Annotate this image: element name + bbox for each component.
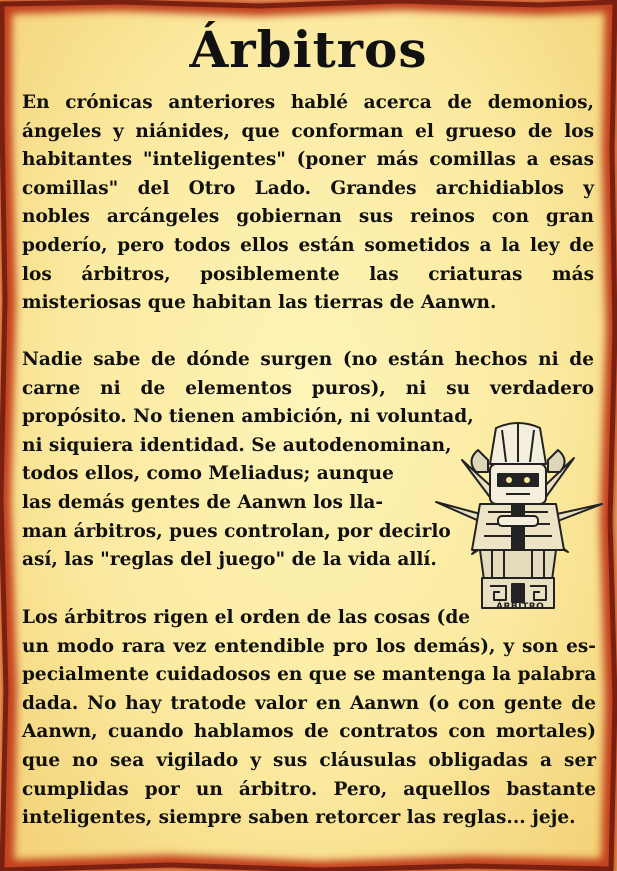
paragraph-1	[22, 89, 594, 318]
text-line: Los árbitros rigen el orden de las cosas (de	[22, 607, 471, 628]
text-line: Nadie sabe de dónde surgen (no están hechos ni de	[22, 349, 594, 370]
text-line: man árbitros, pues controlan, por decirlo	[22, 520, 451, 542]
text-line: poderío, pero todos ellos están sometidos a la ley de	[22, 234, 594, 256]
arbitro-illustration	[432, 420, 604, 616]
paragraph-3	[22, 604, 596, 833]
text-line: propósito. No tienen ambición, ni voluntad,	[22, 406, 474, 428]
text-line: ni siquiera identidad. Se autodenominan,	[22, 434, 452, 456]
text-line: todos ellos, como Meliadus; aunque	[22, 463, 394, 485]
text-line: carne ni de elementos puros), ni su verdadero	[22, 377, 594, 399]
text-line: habitantes "inteligentes" (poner más comillas a esas	[22, 149, 594, 171]
text-line: inteligentes, siempre saben retorcer las reglas... jeje.	[22, 807, 576, 829]
text-line: los árbitros, posiblemente las criaturas más	[22, 263, 594, 285]
text-line: que no sea vigilado y sus cláusulas obligadas a ser	[22, 749, 596, 771]
text-line: así, las "reglas del juego" de la vida allí.	[22, 549, 437, 571]
text-line: nobles arcángeles gobiernan sus reinos con gran	[22, 206, 594, 228]
text-line: pecialmente cuidadosos en que se mantenga la palabra	[22, 664, 597, 686]
text-line: las demás gentes de Aanwn los lla-	[22, 491, 384, 513]
text-line: Aanwn, cuando hablamos de contratos con mortales)	[22, 721, 596, 743]
text-line: un modo rara vez entendible pro los demás), y son es-	[22, 635, 596, 657]
figure-caption: ÁRBITRO	[496, 602, 545, 612]
page-title: Árbitros	[189, 20, 428, 79]
text-line: misteriosas que habitan las tierras de Aanwn.	[22, 292, 497, 314]
text-line: ángeles y niánides, que conforman el grueso de los	[22, 120, 594, 142]
text-line: cumplidas por un árbitro. Pero, aquellos bastante	[22, 778, 596, 800]
text-line: comillas" del Otro Lado. Grandes archidiablos y	[22, 177, 594, 199]
text-line: En crónicas anteriores hablé acerca de demonios,	[22, 92, 594, 113]
text-line: dada. No hay tratode valor en Aanwn (o con gente de	[22, 692, 596, 714]
